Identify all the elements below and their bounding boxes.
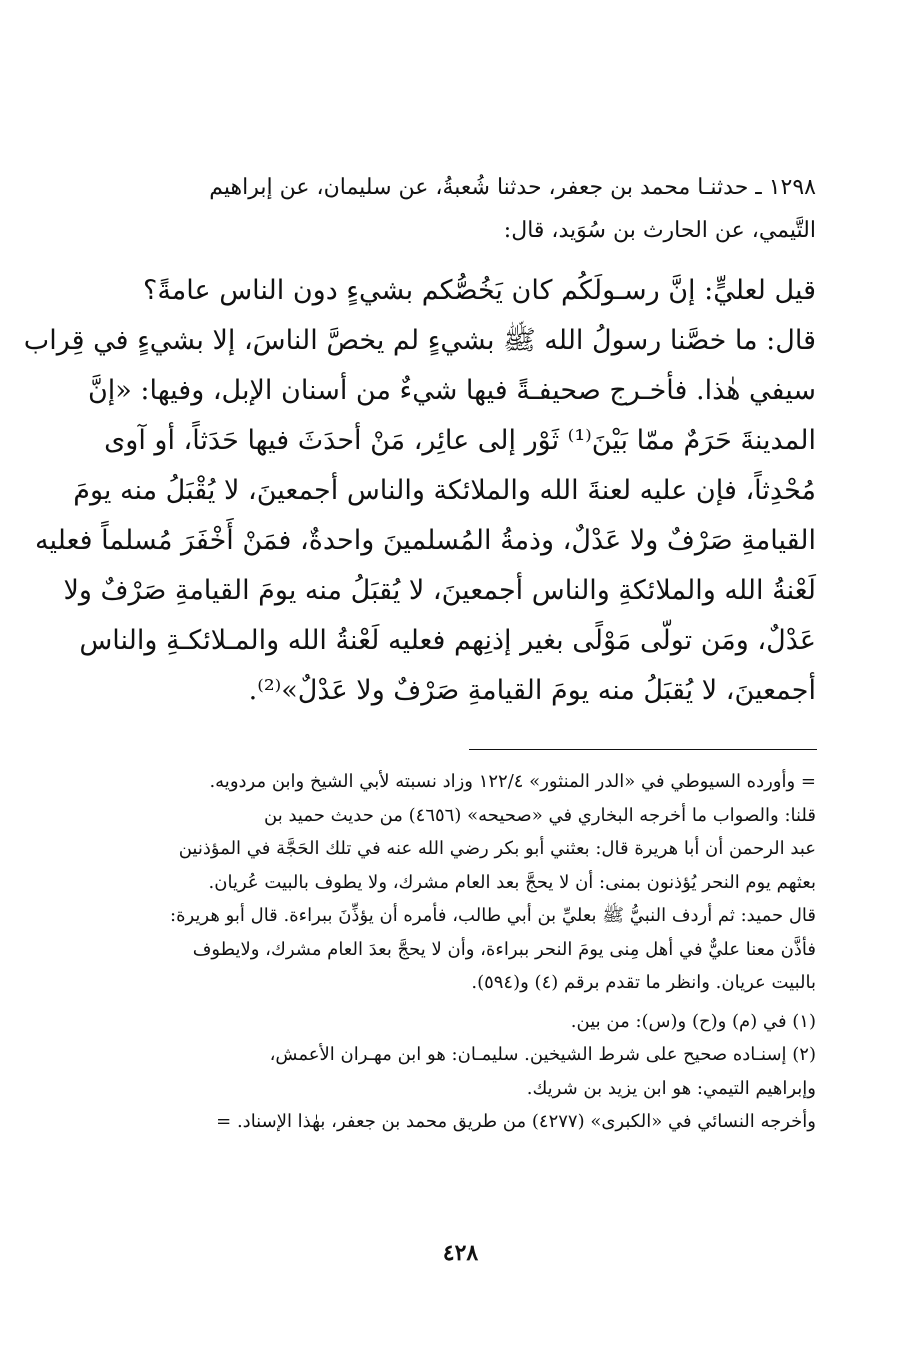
hadith-text-line: سيفي هٰذا. فأخـرج صحيفـةً فيها شيءٌ من أسنان الإبل، وفيها: «إنَّ — [87, 375, 816, 406]
hadith-text-line: عَدْلٌ، ومَن تولّى مَوْلًى بغير إذنِهم فعليه لَعْنةُ الله والمـلائكـةِ والناس — [79, 625, 816, 656]
footnote-2-line: وإبراهيم التيمي: هو ابن يزيد بن شريك. — [526, 1077, 816, 1099]
hadith-text-line: مُحْدِثاً، فإن عليه لعنةَ الله والملائكة والناس أجمعينَ، لا يُقْبَلُ منه يومَ — [73, 475, 816, 506]
footnote-continuation-line: فأذَّن معنا عليٌّ في أهل مِنى يومَ النحر ببراءة، وأن لا يحجَّ بعدَ العام مشرك، ولايطوف — [192, 938, 816, 960]
footnote-separator — [469, 749, 817, 750]
footnote-continuation-line: بعثهم يوم النحر يُؤذنون بمنى: أن لا يحجَّ بعد العام مشرك، ولا يطوف بالبيت عُريان. — [208, 871, 816, 893]
footnote-2-line: وأخرجه النسائي في «الكبرى» (٤٢٧٧) من طريق محمد بن جعفر، بهٰذا الإسناد. = — [216, 1111, 816, 1132]
hadith-text-line: المدينةَ حَرَمٌ ممّا بَيْنَ⁽¹⁾ ثَوْر إلى عائِر، مَنْ أحدَثَ فيها حَدَثاً، أو آوى — [104, 425, 816, 456]
hadith-text — [23, 266, 816, 716]
footnote-continuation-line: قال حميد: ثم أردف النبيُّ ﷺ بعليِّ بن أبي طالب، فأمره أن يؤذِّنَ ببراءة. قال أبو هريرة: — [170, 905, 816, 926]
hadith-text-line: قيل لعليٍّ: إنَّ رسـولَكُم كان يَخُصُّكم بشيءٍ دون الناس عامةً؟ — [143, 275, 816, 306]
hadith-chain — [104, 166, 816, 252]
page-number: ٤٢٨ — [442, 1240, 479, 1266]
hadith-text-line: قال: ما خصَّنا رسولُ الله ﷺ بشيءٍ لم يخصَّ الناسَ، إلا بشيءٍ في قِراب — [23, 325, 816, 356]
hadith-chain-line: ١٢٩٨ ـ حدثنـا محمد بن جعفر، حدثنا شُعبةُ، عن سليمان، عن إبراهيم — [209, 175, 816, 200]
footnote-2-line: (٢) إسنـاده صحيح على شرط الشيخين. سليمـان: هو ابن مهـران الأعمش، — [269, 1044, 816, 1065]
footnote-continuation-line: عبد الرحمن أن أبا هريرة قال: بعثني أبو بكر رضي الله عنه في تلك الحَجَّة في المؤذنين — [178, 838, 816, 859]
hadith-text-line: لَعْنةُ الله والملائكةِ والناس أجمعينَ، لا يُقبَلُ منه يومَ القيامةِ صَرْفٌ ولا — [63, 575, 816, 606]
hadith-text-line: القيامةِ صَرْفٌ ولا عَدْلٌ، وذمةُ المُسلمينَ واحدةٌ، فمَنْ أَخْفَرَ مُسلماً فعليه — [35, 525, 816, 556]
main-text — [23, 166, 816, 716]
hadith-text-line: أجمعينَ، لا يُقبَلُ منه يومَ القيامةِ صَرْفٌ ولا عَدْلٌ»⁽²⁾. — [248, 675, 816, 706]
footnote-1: (١) في (م) و(ح) و(س): من بين. — [570, 1010, 816, 1032]
hadith-chain-line: التَّيمي، عن الحارث بن سُوَيد، قال: — [503, 218, 816, 243]
footnote-continuation-line: بالبيت عريان. وانظر ما تقدم برقم (٤) و(٥٩٤). — [471, 972, 816, 993]
footnotes — [104, 765, 816, 1139]
footnote-continuation-line: قلنا: والصواب ما أخرجه البخاري في «صحيحه» (٤٦٥٦) من حديث حميد بن — [264, 804, 816, 826]
footnote-continuation-line: = وأورده السيوطي في «الدر المنثور» ١٢٢/٤ وزاد نسبته لأبي الشيخ وابن مردويه. — [209, 771, 816, 792]
